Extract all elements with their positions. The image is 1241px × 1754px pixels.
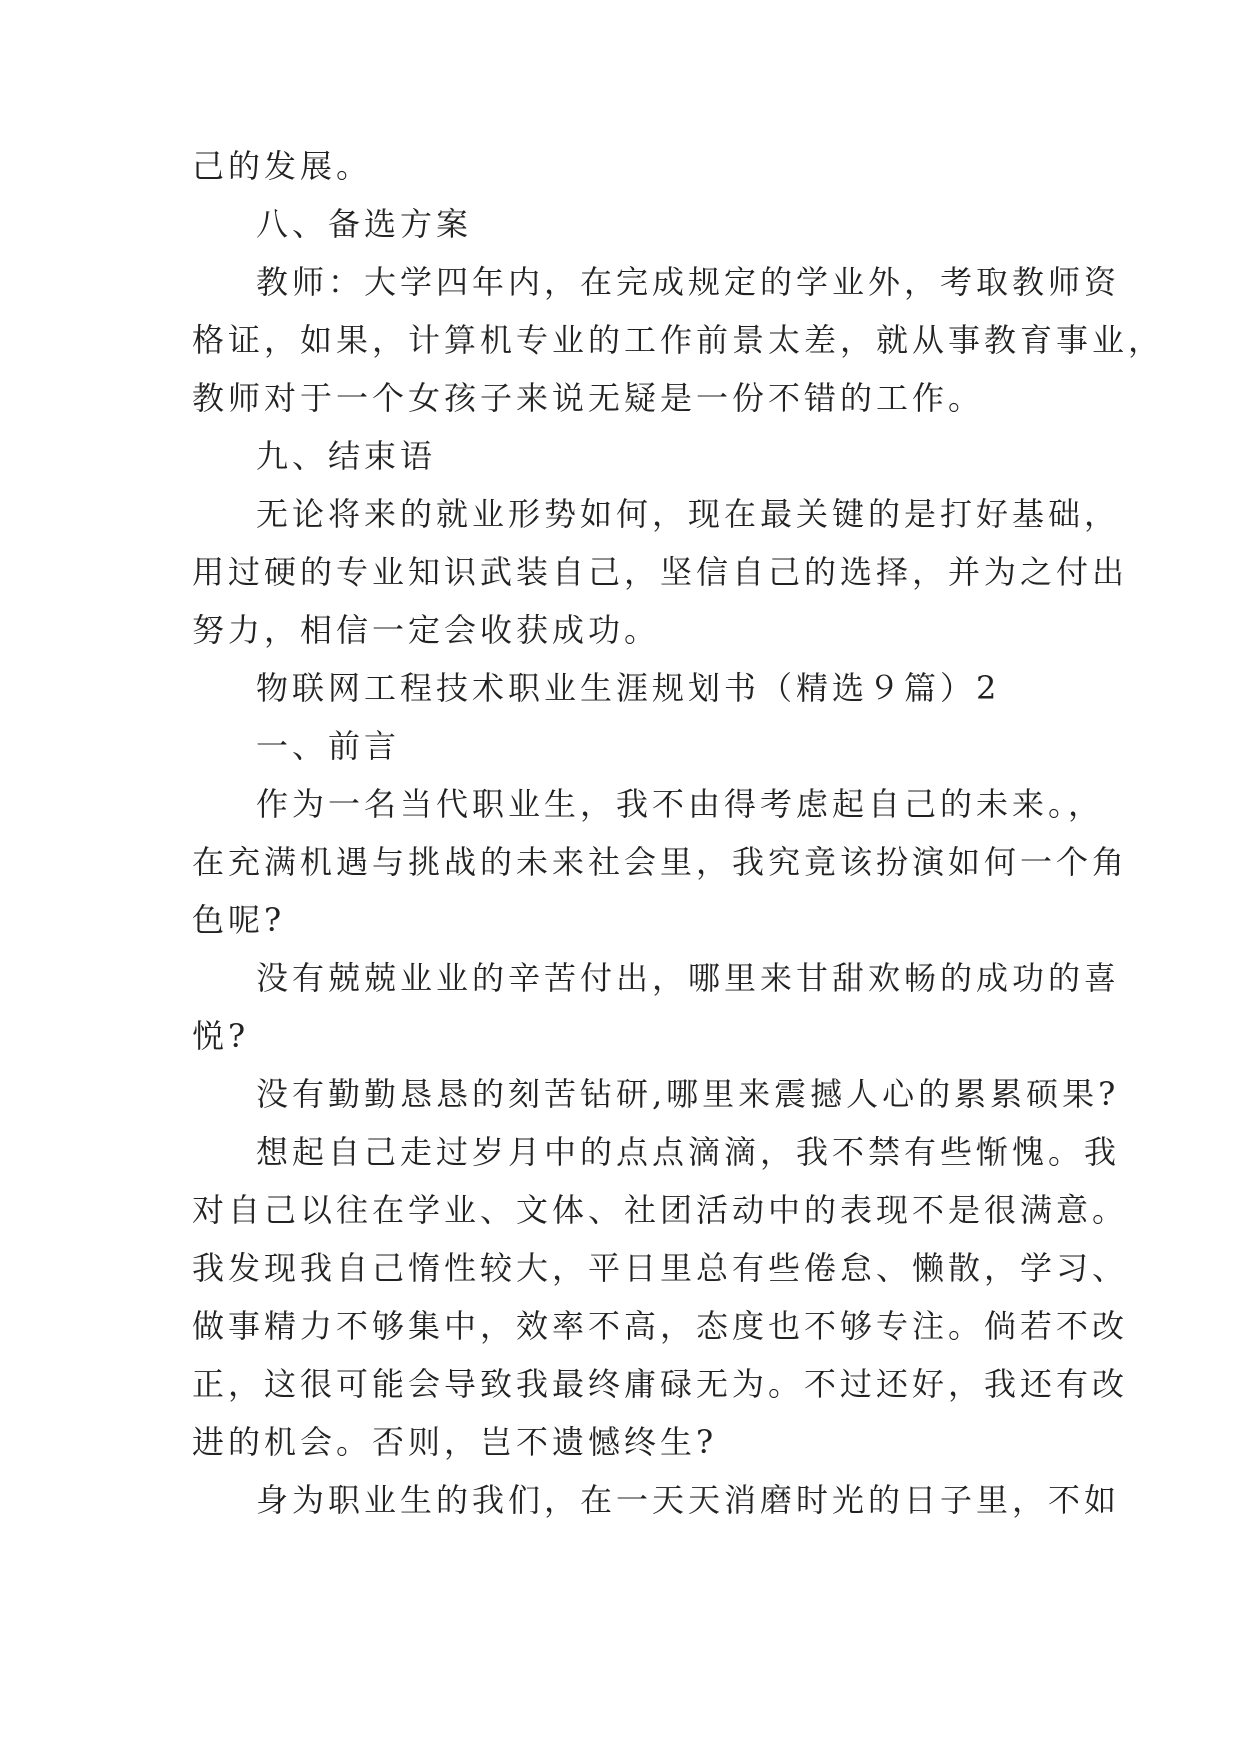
text-line: 正，这很可能会导致我最终庸碌无为。不过还好，我还有改 (192, 1365, 1129, 1403)
text-line: 己的发展。 (192, 147, 373, 185)
text-line: 格证，如果，计算机专业的工作前景太差，就从事教育事业， (192, 321, 1165, 359)
section-heading: 八、备选方案 (256, 205, 473, 243)
text-line: 想起自己走过岁月中的点点滴滴，我不禁有些惭愧。我 (256, 1133, 1121, 1171)
text-line: 身为职业生的我们，在一天天消磨时光的日子里，不如 (256, 1481, 1121, 1519)
text-line: 没有兢兢业业的辛苦付出，哪里来甘甜欢畅的成功的喜 (256, 959, 1121, 997)
text-line: 无论将来的就业形势如何，现在最关键的是打好基础， (256, 495, 1121, 533)
text-line: 进的机会。否则，岂不遗憾终生? (192, 1423, 718, 1461)
text-line: 教师：大学四年内，在完成规定的学业外，考取教师资 (256, 263, 1121, 301)
text-line: 在充满机遇与挑战的未来社会里，我究竟该扮演如何一个角 (192, 843, 1129, 881)
text-line: 努力，相信一定会收获成功。 (192, 611, 661, 649)
section-heading: 一、前言 (256, 727, 401, 765)
text-line: 色呢? (192, 901, 286, 939)
text-line: 教师对于一个女孩子来说无疑是一份不错的工作。 (192, 379, 985, 417)
text-line: 作为一名当代职业生，我不由得考虑起自己的未来。， (256, 785, 1105, 823)
text-line: 悦? (192, 1017, 250, 1055)
section-heading: 九、结束语 (256, 437, 437, 475)
text-line: 做事精力不够集中，效率不高，态度也不够专注。倘若不改 (192, 1307, 1129, 1345)
text-line: 没有勤勤恳恳的刻苦钻研,哪里来震撼人心的累累硕果? (256, 1075, 1120, 1113)
text-line: 用过硬的专业知识武装自己，坚信自己的选择，并为之付出 (192, 553, 1129, 591)
document-title: 物联网工程技术职业生涯规划书（精选９篇）2 (256, 669, 1001, 707)
text-line: 对自己以往在学业、文体、社团活动中的表现不是很满意。 (192, 1191, 1129, 1229)
text-line: 我发现我自己惰性较大，平日里总有些倦怠、懒散，学习、 (192, 1249, 1129, 1287)
